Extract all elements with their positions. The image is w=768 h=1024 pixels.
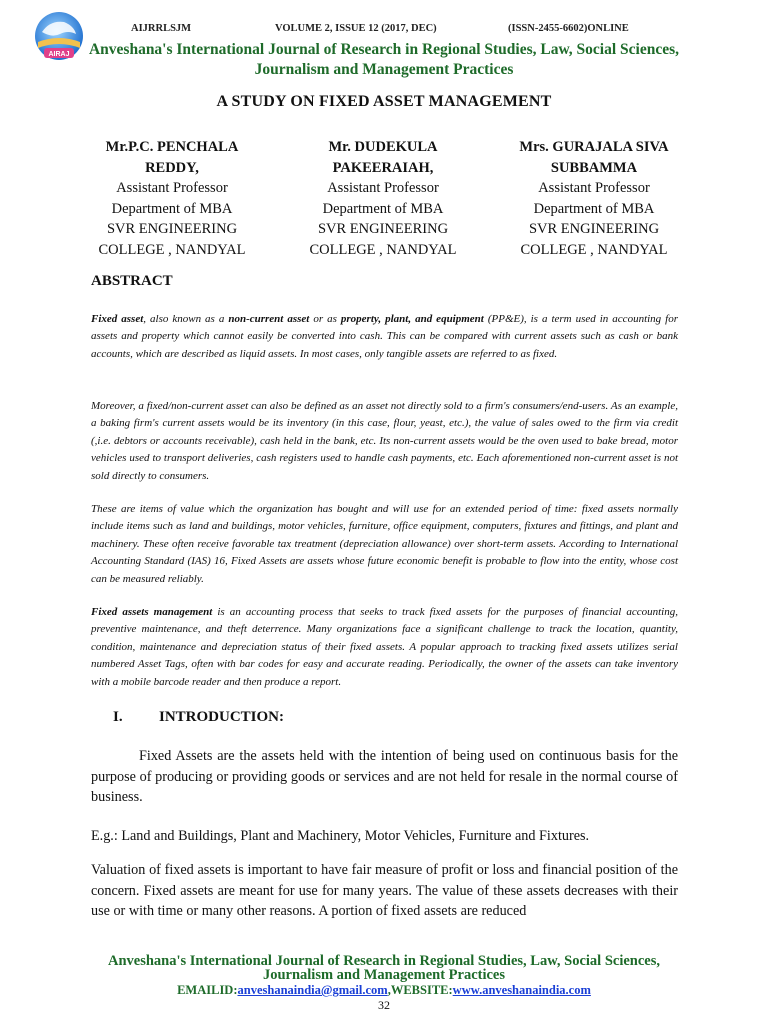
author-block <box>283 137 483 260</box>
page-number: 32 <box>378 998 390 1012</box>
text-run: , also known as a <box>143 313 229 325</box>
journal-title <box>40 40 728 80</box>
abstract-paragraph <box>91 604 678 691</box>
footer-journal-line1: Anveshana's International Journal of Research in Regional Studies, Law, Social Sciences, <box>108 953 660 969</box>
section-title: INTRODUCTION: <box>159 709 285 725</box>
body-paragraph: Fixed Assets are the assets held with the intention of being used on continuous basis for the purpose of producing or providing goods or services and are not held for resale in the normal course of business. <box>91 748 678 805</box>
author-name: Mr.P.C. PENCHALA <box>105 139 239 155</box>
author-name: Mr. DUDEKULA <box>328 139 438 155</box>
footer-journal-title <box>40 954 728 982</box>
volume-issue: VOLUME 2, ISSUE 12 (2017, DEC) <box>275 23 437 34</box>
author-role: Assistant Professor <box>538 180 650 196</box>
author-role: Assistant Professor <box>116 180 228 196</box>
email-link[interactable]: anveshanaindia@gmail.com <box>237 983 388 997</box>
term-non-current-asset: non-current asset <box>228 313 310 325</box>
website-label: WEBSITE: <box>390 983 453 997</box>
term-fixed-assets-management: Fixed assets management <box>91 606 213 618</box>
author-institution: COLLEGE , NANDYAL <box>98 241 246 258</box>
text-run: or as <box>309 313 341 325</box>
abstract-heading: ABSTRACT <box>91 273 173 289</box>
section-number: I. <box>113 709 123 725</box>
journal-title-line2: Journalism and Management Practices <box>254 61 514 78</box>
text-run: is an accounting process that seeks to track fixed assets for the purposes of financial accounting, preventive maintenance, and theft deterrence. Many organizations face a significant challenge to track the location, quantity, condition, maintenance and depreciation status of their fixed assets. A popular approach to tracking fixed assets utilizes serial numbered Asset Tags, often with bar codes for easy and accurate reading. Periodically, the owner of the assets can take inventory with a mobile barcode reader and then produce a report. <box>91 606 678 688</box>
journal-code: AIJRRLSJM <box>131 23 192 34</box>
author-institution: COLLEGE , NANDYAL <box>309 241 457 258</box>
author-institution: SVR ENGINEERING <box>528 221 660 237</box>
author-dept: Department of MBA <box>533 200 655 217</box>
journal-title-line1: Anveshana's International Journal of Research in Regional Studies, Law, Social Sciences, <box>88 41 680 58</box>
term-ppe: property, plant, and equipment <box>340 313 484 325</box>
footer-contact <box>0 983 768 998</box>
separator: , <box>387 983 391 997</box>
text-run: (PP&E), is a term used in accounting for assets and property which cannot easily be converted into cash. This can be compared with current assets such as cash or bank accounts, which are described as liquid assets. In most cases, only tangible assets are referred to as fixed. <box>91 313 679 360</box>
body-paragraph: E.g.: Land and Buildings, Plant and Machinery, Motor Vehicles, Furniture and Fixtures. <box>91 828 590 844</box>
website-link[interactable]: www.anveshanaindia.com <box>452 983 591 997</box>
logo-text: AIRAJ <box>48 51 70 58</box>
author-name: REDDY, <box>145 159 199 176</box>
abstract-paragraph <box>91 311 678 363</box>
author-name: Mrs. GURAJALA SIVA <box>519 139 669 155</box>
paper-title: A STUDY ON FIXED ASSET MANAGEMENT <box>216 93 552 110</box>
author-institution: SVR ENGINEERING <box>317 221 449 237</box>
author-dept: Department of MBA <box>322 200 444 217</box>
author-name: PAKEERAIAH, <box>332 159 434 176</box>
email-label: EMAILID: <box>177 983 238 997</box>
author-block <box>494 137 694 260</box>
abstract-paragraph: Moreover, a fixed/non-current asset can also be defined as an asset not directly sold to a firm's consumers/end-users. As an example, a baking firm's current assets would be its inventory (in this case, flour, yeast, etc.), the value of sales owed to the firm via credit (,i.e. debtors or accounts receivable), cash held in the bank, etc. Its non-current assets would be the oven used to bake bread, motor vehicles used to transport deliveries, cash registers used to handle cash payments, etc. Each aforementioned non-current asset is not sold directly to consumers. <box>91 400 678 482</box>
abstract-paragraph: These are items of value which the organization has bought and will use for an extended period of time: fixed assets normally include items such as land and buildings, motor vehicles, furniture, office equipment, computers, fixtures and fittings, and plant and machinery. These often receive favorable tax treatment (depreciation allowance) over short-term assets. According to International Accounting Standard (IAS) 16, Fixed Assets are assets whose future economic benefit is probable to flow into the entity, whose cost can be measured reliably. <box>91 503 678 585</box>
author-institution: COLLEGE , NANDYAL <box>520 241 668 258</box>
author-dept: Department of MBA <box>111 200 233 217</box>
author-institution: SVR ENGINEERING <box>106 221 238 237</box>
body-paragraph: Valuation of fixed assets is important to have fair measure of profit or loss and financial position of the concern. Fixed assets are meant for use for many years. The value of these assets decreases with their use or with time or many other reasons. A portion of fixed assets are reduced <box>91 862 678 919</box>
term-fixed-asset: Fixed asset <box>91 313 144 325</box>
issn: (ISSN-2455-6602)ONLINE <box>508 23 629 34</box>
author-name: SUBBAMMA <box>550 159 638 176</box>
footer-journal-line2: Journalism and Management Practices <box>262 967 506 983</box>
author-block <box>72 137 272 260</box>
author-role: Assistant Professor <box>327 180 439 196</box>
